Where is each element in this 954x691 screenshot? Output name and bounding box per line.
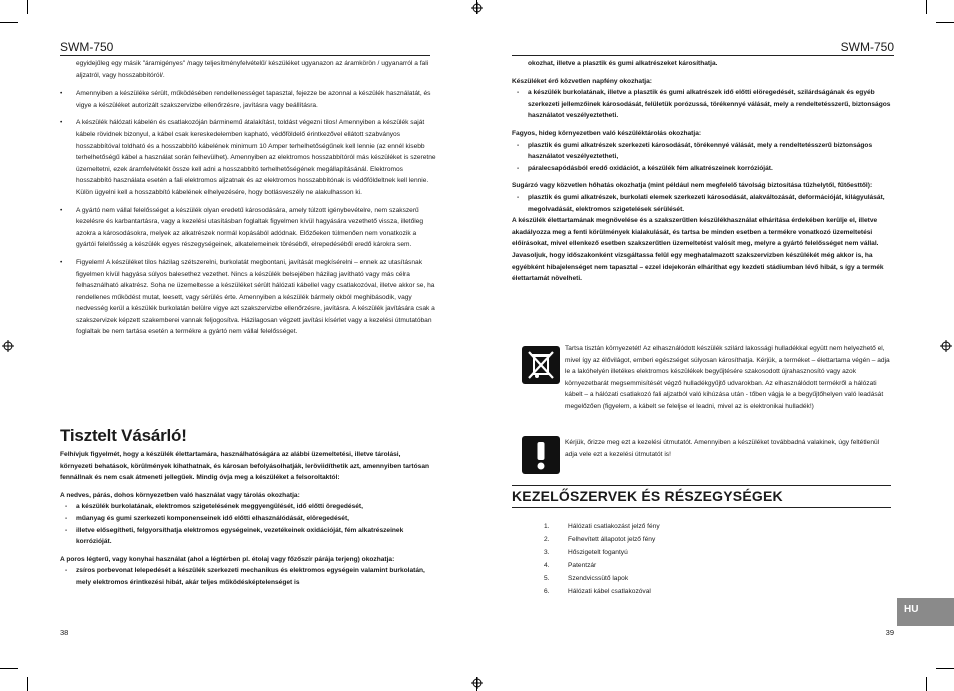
- dear-customer-title: Tisztelt Vásárló!: [60, 426, 187, 445]
- language-tab-label: HU: [904, 604, 919, 615]
- condition-list: [60, 565, 430, 588]
- safety-item: • Amennyiben a készüléke sérült, működésében rendellenességet tapasztal, fejezze be azonnal a készülék használatát, és vigye a készüléket autorizált szakszervizbe ellenőrzésre, javításra vagy beállításra.: [60, 88, 436, 111]
- registration-mark-icon: [471, 2, 483, 14]
- crop-mark: [936, 22, 954, 23]
- crop-mark: [0, 668, 18, 669]
- part-label: Hőszigetelt fogantyú: [568, 548, 628, 556]
- part-item: [544, 521, 660, 534]
- crossed-wheelie-bin-icon: [522, 346, 560, 384]
- part-item: [544, 534, 660, 547]
- part-number: 5.: [544, 574, 550, 582]
- condition-list: [60, 501, 430, 547]
- part-label: Hálózati kábel csatlakozóval: [568, 587, 651, 595]
- controls-title: KEZELŐSZERVEK ÉS RÉSZEGYSÉGEK: [512, 488, 783, 504]
- safety-item: • A gyártó nem vállal felelősséget a készülék olyan eredetű károsodására, amely túlzott igénybevételre, nem szakszerű kezelésre és karbantartásra, vagy a kezelési utasításban foglaltak figyelmen kívül hagyására vezethető vissza, illetőleg azokra a károsodásokra, melyek az alkatrészek normál kopásából adódnak. Előzőeken túlmenően nem vonatkozik a gyártói felelősség a készülék egyes részegységeinek, alkatelemeinek töréséből, elrepedéséből eredő károkra sem.: [60, 205, 436, 251]
- crop-mark: [926, 677, 927, 691]
- right-conditions: [512, 58, 894, 285]
- part-item: [544, 586, 660, 599]
- warning-paragraph: A készülék élettartamának megnövelése és a szakszerűtlen készülékhasználat elhárítása érdekében kerülje el, illetve akadályozza meg a fenti körülmények kialakulását, és tartsa be minden esetben a termékre vonatkozó üzemeltetési előírásokat, mivel ellenkező esetben szakszerűtlen üzemeltetést valósít meg, melyre a gyártó felelősséget nem vállal. Javasoljuk, hogy időszakonként vizsgáltassa felül egy meghatalmazott szakszervizben készülékét még akkor is, ha egyébként hibajelenséget nem tapasztal – ezzel idejekorán elháríthat egy kezdeti stádiumban lévő hibát, s így a termék élettartamát növelheti.: [512, 217, 884, 283]
- condition-section: [512, 128, 894, 174]
- model-label-right: SWM-750: [840, 40, 894, 54]
- part-label: Patentzár: [568, 561, 597, 569]
- right-page: [477, 0, 954, 691]
- part-number: 2.: [544, 535, 550, 543]
- crop-mark: [0, 22, 18, 23]
- part-label: Hálózati csatlakozást jelző fény: [568, 523, 660, 530]
- condition-heading: A poros légterű, vagy konyhai használat (ahol a légtérben pl. étolaj vagy főzőszír párája terjeng) okozhatja:: [60, 555, 395, 563]
- crop-mark: [926, 0, 927, 14]
- keep-manual-note: Kérjük, őrizze meg ezt a kezelési útmutatót. Amennyiben a készüléket továbbadná valakinek, úgy feltétlenül adja vele ezt a kezelési útmutatót is!: [565, 439, 880, 458]
- part-number: 6.: [544, 587, 550, 595]
- crop-mark: [27, 677, 28, 691]
- model-label-left: SWM-750: [60, 40, 114, 54]
- condition-list: [512, 87, 894, 122]
- condition-section: [60, 490, 430, 548]
- part-item: [544, 547, 660, 560]
- page-number-left: 38: [60, 628, 69, 637]
- condition-continuation: okozhat, illetve a plasztik és gumi alkatrészeket károsíthatja.: [528, 60, 718, 67]
- condition-item: - műanyag és gumi szerkezeti komponenseinek idő előtti elhasználódását, elöregedését,: [60, 513, 430, 525]
- part-label: Szendvicssütő lapok: [568, 574, 629, 582]
- part-label: Felhevített állapotot jelző fény: [568, 535, 656, 543]
- recycle-note: Tartsa tisztán környezetét! Az elhasználódott készülék szilárd lakossági hulladékkal együtt nem helyezhető el, mivel így az élővilágot, emberi egészséget súlyosan károsíthatja. Kérjük, a terméket – élettartama végén – adja le a lakóhelyén illetékes elektromos készülékek begyűjtésére szakosodott újrahasznosító vagy azok környezetbarát megsemmisítését végző hulladékgyűjtő udvarokban. Az elhasználódott termékről a hálózati kábelt – a hálózati csatlakozó fali aljzatból való kihúzása után - tőben vágja le a begyűjtőhelyen való leadását megelőzően (figyelem, a kábelt se feleljse el leadni, mivel az is elektronikai hulladék!): [565, 345, 890, 410]
- header-rule-left: [60, 55, 430, 56]
- exclamation-icon: [522, 436, 560, 474]
- safety-list: [60, 88, 436, 338]
- left-bullets: [60, 58, 436, 344]
- condition-heading: A nedves, párás, dohos környezetben való használat vagy tárolás okozhatja:: [60, 491, 300, 499]
- part-number: 3.: [544, 548, 550, 556]
- condition-item: - páralecsapódásból eredő oxidációt, a készülék fém alkatrészeinek korrózióját.: [512, 163, 894, 175]
- safety-item: • Figyelem! A készüléket tilos házilag szétszerelni, burkolatát megbontani, javítását megkísérelni – ennek az utasításnak figyelmen kívül hagyása súlyos balesethez vezethet. Nincs a készülék belsejében házilag javítható vagy más célra felhasználható alkatrész. Soha ne üzemeltesse a készüléket sérült hálózati kábellel vagy csatlakozóval, illetve akkor se, ha rendellenes működést mutat, leesett, vagy sérülés érte. Amennyiben a készülék bármely okból meghibásodik, vagy nedvesség kerül a készülék burkolatán belülre vigye azt szakszervizbe ellenőrzésre, javításra. A készülék javítására csak a szakszervizek képzett szakemberei vannak feljogosítva. Házilagosan végzett javítási kísérlet vagy a kezelési útmutatóban foglaltak be nem tartása esetén a termékre a gyártó nem vállal felelősséget.: [60, 257, 436, 338]
- part-item: [544, 560, 660, 573]
- controls-rule-top: [512, 485, 891, 486]
- condition-item: - a készülék burkolatának, illetve a plasztik és gumi alkatrészek idő előtti elöregedését, szilárdságának és egyéb szerkezeti jellemzőinek károsodását, felületük porózussá, törékennyé válását, mely a rendeltetésszerű, biztonságos használatot veszélyeztetheti.: [512, 87, 894, 122]
- condition-item: - a készülék burkolatának, elektromos szigetelésének meggyengülését, idő előtti öregedését,: [60, 501, 430, 513]
- crop-mark: [27, 0, 28, 14]
- registration-mark-icon: [940, 340, 952, 352]
- condition-section: [512, 76, 894, 122]
- crop-mark: [936, 668, 954, 669]
- condition-heading: Sugárzó vagy közvetlen hőhatás okozhatja (mint például nem megfelelő távolság biztosítása tűzhelytől, fűtőesttől):: [512, 182, 873, 190]
- condition-section: [512, 180, 894, 215]
- condition-item: - plasztik és gumi alkatrészek szerkezeti károsodását, törékennyé válását, mely a rendeltetésszerű biztonságos használatot veszélyeztetheti,: [512, 140, 894, 163]
- registration-mark-icon: [2, 340, 14, 352]
- controls-rule: [512, 507, 891, 508]
- condition-item: - illetve elősegítheti, felgyorsíthatja elektromos egységeinek, vezetékeinek oxidációját, fém alkatrészeinek korrózióját.: [60, 525, 430, 548]
- safety-item: • A készülék hálózati kábelén és csatlakozóján bárminemű átalakítást, toldást végezni tilos! Amennyiben a készülék saját kábele rövidnek bizonyul, a kábel csak kereskedelemben kapható, védőföldelő érintkezővel ellátott szabványos hosszabbítóval toldható és a hosszabbító kábelének minimum 10 Amper terhelhetőségűnek kell lennie (az ennél kisebb terhelhetőségű kábel a használat során felhevülhet). Amennyiben az elektromos hosszabbítóról más készüléket is szeretne üzemeltetni, ezek áramfelvételét össze kell adni a hosszabbító terhelhetőségének megállapításánál. Elektromos hosszabbító használata esetén a fali elektromos aljzatnak és az elektromos hosszabbítónak is védőföldeltnek kell lennie. Külön ügyelni kell a hosszabbító kábelének elhelyezésére, hogy botlásveszély ne alakulhasson ki.: [60, 117, 436, 198]
- part-number: 4.: [544, 561, 550, 569]
- condition-heading: Készüléket érő közvetlen napfény okozhatja:: [512, 77, 652, 85]
- condition-item: - plasztik és gumi alkatrészek, burkolati elemek szerkezeti károsodását, alakváltozását, deformációját, kilágyulását, megolvadását, elektromos szigetelések sérülését.: [512, 192, 894, 215]
- parts-list: [544, 521, 660, 598]
- condition-list: [512, 140, 894, 175]
- part-item: [544, 573, 660, 586]
- condition-list: [512, 192, 894, 215]
- condition-heading: Fagyos, hideg környezetben való készüléktárolás okozhatja:: [512, 129, 702, 137]
- condition-section: [60, 554, 430, 589]
- page-number-right: 39: [885, 628, 894, 637]
- language-tab: [897, 598, 954, 626]
- registration-mark-icon: [471, 677, 483, 689]
- lead-paragraph: Felhívjuk figyelmét, hogy a készülék élettartamára, használhatóságára az alábbi üzemeltetési, illetve tárolási, környezeti behatások, körülmények kihathatnak, és károsan befolyásolhatják, leröviidíthetik azt, amennyiben tartósan fennállnak és nem csak átmeneti jellegűek. Mindig óvja meg a készüléket a felsoroltaktól:: [60, 451, 430, 482]
- left-conditions: [60, 449, 430, 589]
- condition-item: - zsíros porbevonat lelepedését a készülék szerkezeti mechanikus és elektromos egységein valamint burkolatán, mely elektromos érintkezési hibát, akár teljes működésképtelenséget is: [60, 565, 430, 588]
- intro-continuation: egyidejűleg egy másik "áramigényes" /nagy teljesítményfelvételű/ készüléket ugyanazon az áramkörön / ugyanarról a fali aljzatról, vagy hosszabbítóról/.: [76, 60, 429, 79]
- header-rule-right: [512, 55, 894, 56]
- part-number: 1.: [544, 523, 550, 530]
